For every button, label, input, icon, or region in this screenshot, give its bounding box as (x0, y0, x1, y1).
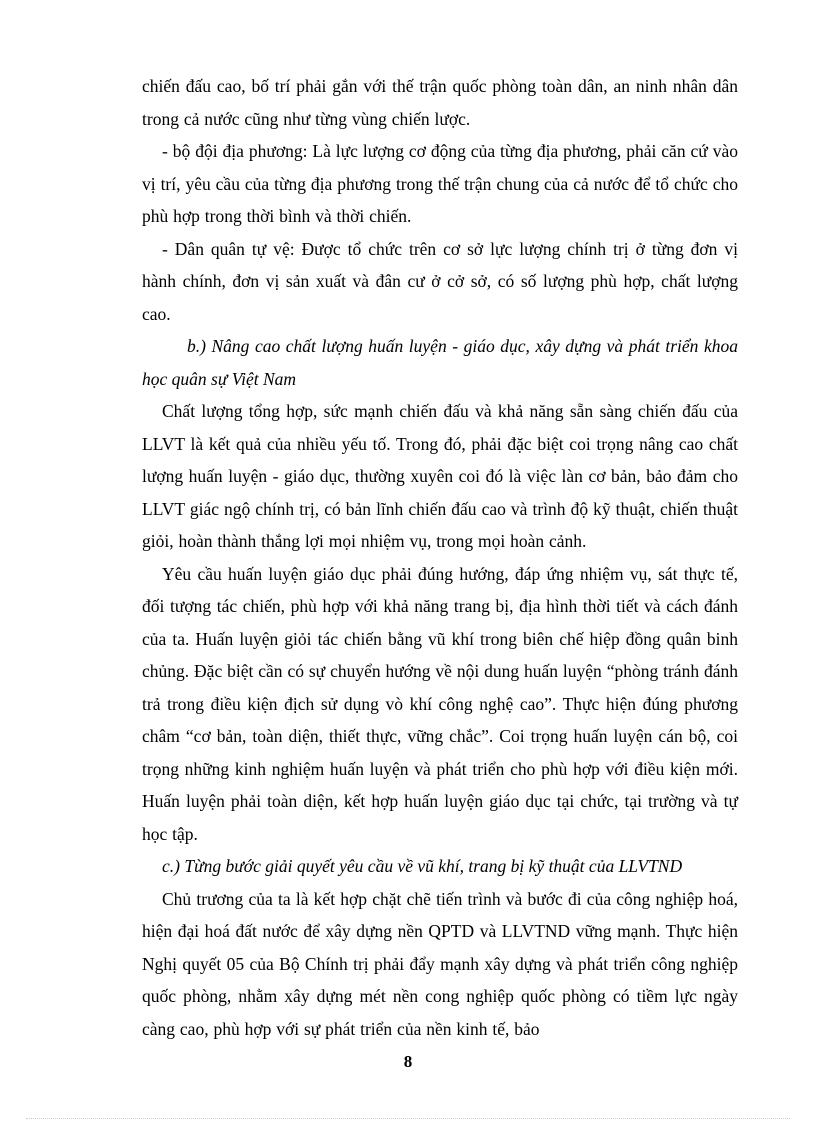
section-heading-b: b.) Nâng cao chất lượng huấn luyện - giáo dục, xây dựng và phát triển khoa học quân sự Việt Nam (142, 336, 738, 389)
body-paragraph: - Dân quân tự vệ: Được tổ chức trên cơ sở lực lượng chính trị ở từng đơn vị hành chính, đơn vị sản xuất và đân cư ở cở sở, có số lượng phù hợp, chất lượng cao. (142, 238, 738, 324)
page-number: 8 (403, 1052, 413, 1071)
body-paragraph: chiến đấu cao, bố trí phải gắn với thế trận quốc phòng toàn dân, an ninh nhân dân trong cả nước cũng như từng vùng chiến lược. (142, 76, 738, 129)
body-paragraph: Chất lượng tổng hợp, sức mạnh chiến đấu và khả năng sẵn sàng chiến đấu của LLVT là kết quả của nhiều yếu tố. Trong đó, phải đặc biệt coi trọng nâng cao chất lượng huấn luyện - giáo dục, thường xuyên coi đó là việc làn cơ bản, bảo đảm cho LLVT giác ngộ chính trị, có bản lĩnh chiến đấu cao và trình độ kỹ thuật, chiến thuật giỏi, hoàn thành thắng lợi mọi nhiệm vụ, trong mọi hoàn cảnh. (142, 401, 738, 551)
body-paragraph: Chủ trương của ta là kết hợp chặt chẽ tiến trình và bước đi của công nghiệp hoá, hiện đại hoá đất nước để xây dựng nền QPTD và LLVTND vững mạnh. Thực hiện Nghị quyết 05 của Bộ Chính trị phải đẩy mạnh xây dựng và phát triển công nghiệp quốc phòng, nhằm xây dựng mét nền cong nghiệp quốc phòng có tiềm lực ngày càng cao, phù hợp với sự phát triển của nền kinh tế, bảo (142, 888, 738, 1039)
body-paragraph: Yêu cầu huấn luyện giáo dục phải đúng hướng, đáp ứng nhiệm vụ, sát thực tế, đối tượng tác chiến, phù hợp với khả năng trang bị, địa hình thời tiết và cách đánh của ta. Huấn luyện giỏi tác chiến bằng vũ khí trong biên chế hiệp đồng quân binh chủng. Đặc biệt cần có sự chuyển hướng về nội dung huấn luyện “phòng tránh đánh trả trong điều kiện địch sử dụng vò khí công nghệ cao”. Thực hiện đúng phương châm “cơ bản, toàn diện, thiết thực, vững chắc”. Coi trọng huấn luyện cán bộ, coi trọng những kinh nghiệm huấn luyện và phát triển cho phù hợp với điều kiện mới. Huấn luyện phải toàn diện, kết hợp huấn luyện giáo dục tại chức, tại trường và tự học tập. (142, 563, 738, 844)
document-page (142, 70, 738, 1045)
footer-divider (26, 1118, 790, 1119)
section-heading-c: c.) Từng bước giải quyết yêu cầu về vũ khí, trang bị kỹ thuật của LLVTND (162, 856, 683, 876)
body-paragraph: - bộ đội địa phương: Là lực lượng cơ động của từng địa phương, phải căn cứ vào vị trí, yêu cầu của từng địa phương trong thế trận chung của cả nước để tổ chức cho phù hợp trong thời bình và thời chiến. (142, 141, 738, 226)
